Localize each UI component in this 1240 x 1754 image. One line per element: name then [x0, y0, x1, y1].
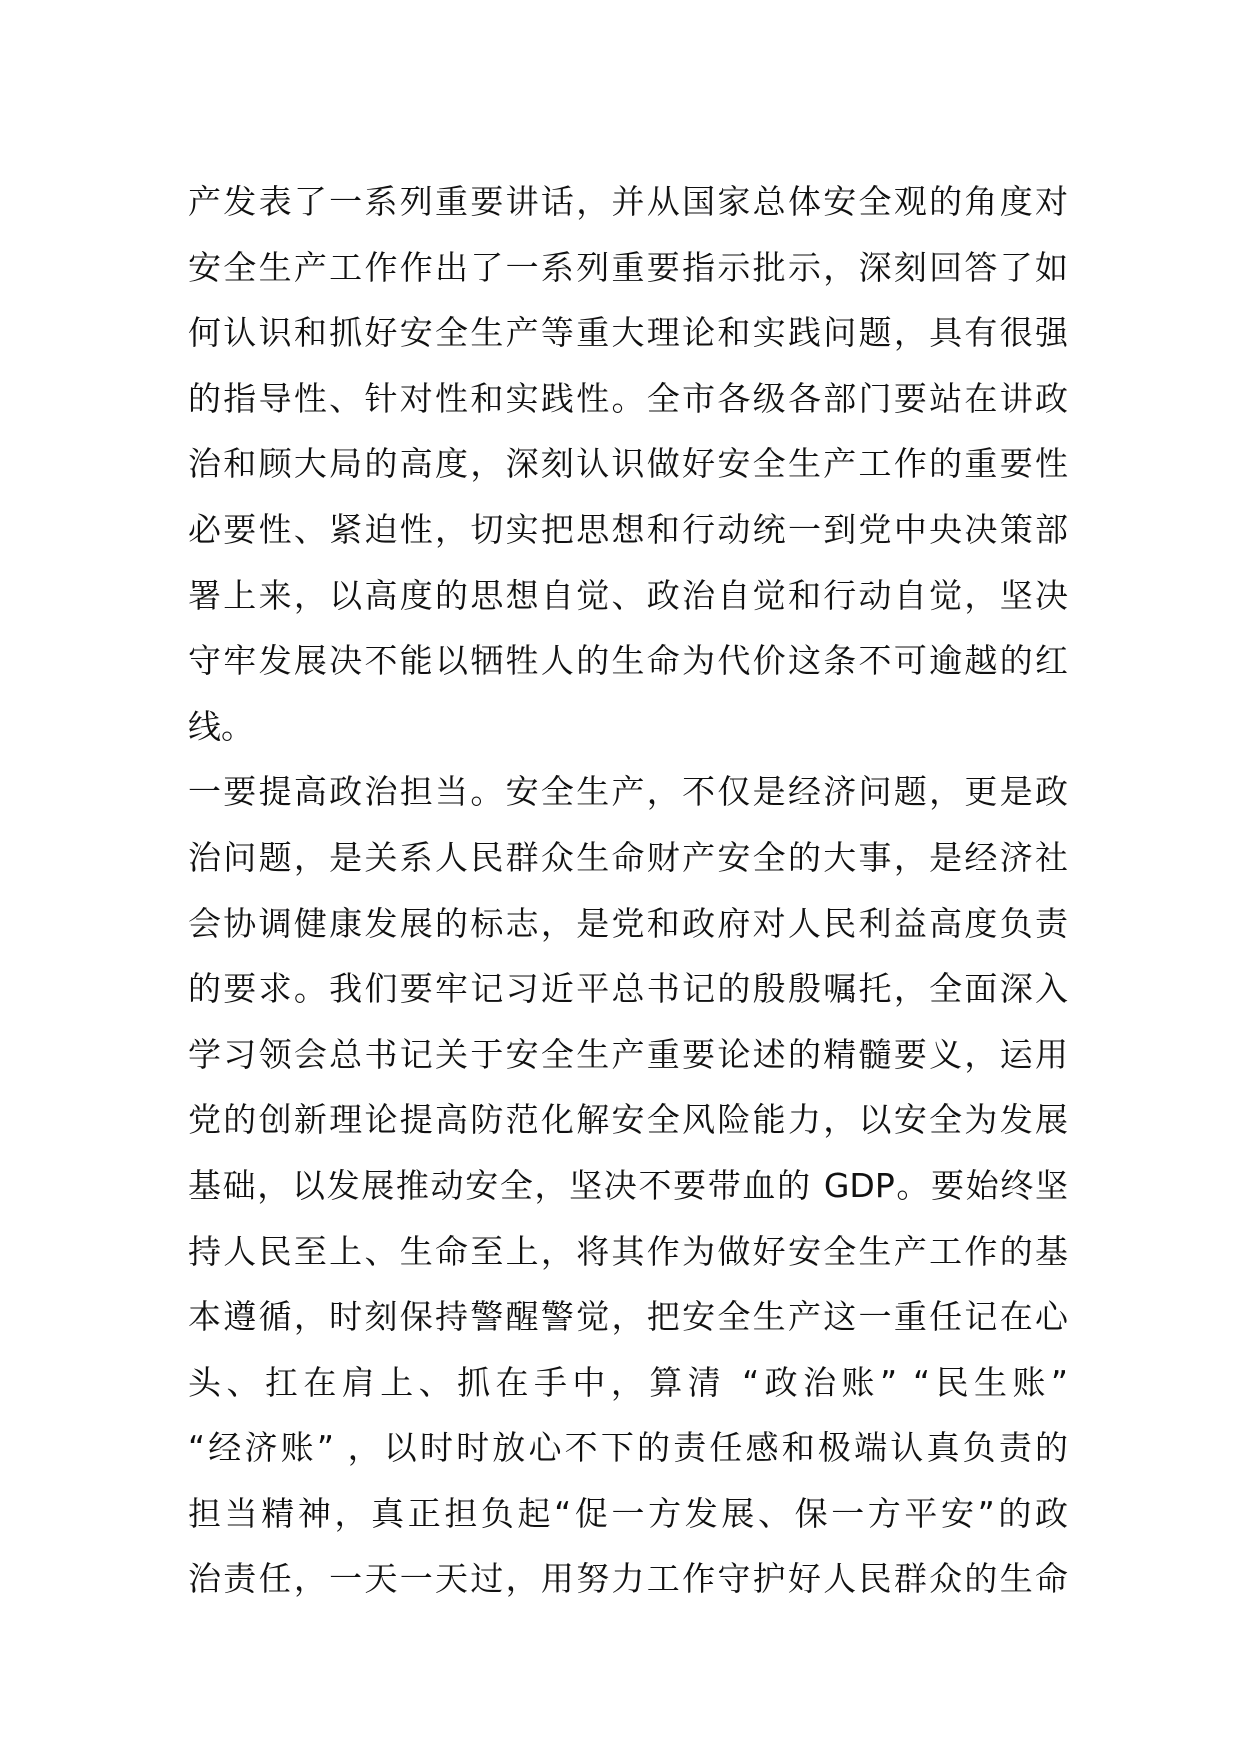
text-line: 会协调健康发展的标志，是党和政府对人民利益高度负责 [188, 903, 1068, 943]
text-line: 学习领会总书记关于安全生产重要论述的精髓要义，运用 [188, 1034, 1068, 1074]
text-line: “经济账” ，以时时放心不下的责任感和极端认真负责的 [188, 1428, 1068, 1468]
text-line: 治问题，是关系人民群众生命财产安全的大事，是经济社 [188, 837, 1068, 877]
text-line: 的要求。我们要牢记习近平总书记的殷殷嘱托，全面深入 [188, 969, 1068, 1009]
text-line: 治责任，一天一天过，用努力工作守护好人民群众的生命 [188, 1559, 1068, 1599]
text-line: 的指导性、针对性和实践性。全市各级各部门要站在讲政 [188, 378, 1068, 418]
text-line: 守牢发展决不能以牺牲人的生命为代价这条不可逾越的红 [188, 641, 1068, 681]
body-text [188, 169, 1068, 1612]
text-line: 线。 [188, 706, 254, 746]
text-line: 持人民至上、生命至上，将其作为做好安全生产工作的基 [188, 1231, 1068, 1271]
text-line: 产发表了一系列重要讲话，并从国家总体安全观的角度对 [188, 182, 1068, 221]
text-line: 党的创新理论提高防范化解安全风险能力，以安全为发展 [188, 1100, 1068, 1140]
text-line: 何认识和抓好安全生产等重大理论和实践问题，具有很强 [188, 313, 1068, 353]
text-line: 必要性、紧迫性，切实把思想和行动统一到党中央决策部 [188, 509, 1068, 549]
text-line: 头、扛在肩上、抓在手中，算清 “政治账” “民生账” [188, 1362, 1068, 1402]
text-line: 安全生产工作作出了一系列重要指示批示，深刻回答了如 [188, 247, 1068, 287]
text-line: 基础，以发展推动安全，坚决不要带血的 GDP。要始终坚 [188, 1165, 1068, 1205]
text-line: 署上来，以高度的思想自觉、政治自觉和行动自觉，坚决 [188, 575, 1068, 615]
text-line: 担当精神，真正担负起“促一方发展、保一方平安”的政 [188, 1493, 1068, 1533]
text-line: 本遵循，时刻保持警醒警觉，把安全生产这一重任记在心 [188, 1297, 1068, 1337]
text-line: 治和顾大局的高度，深刻认识做好安全生产工作的重要性 [188, 444, 1068, 484]
text-line: 一要提高政治担当。安全生产，不仅是经济问题，更是政 [188, 772, 1068, 812]
